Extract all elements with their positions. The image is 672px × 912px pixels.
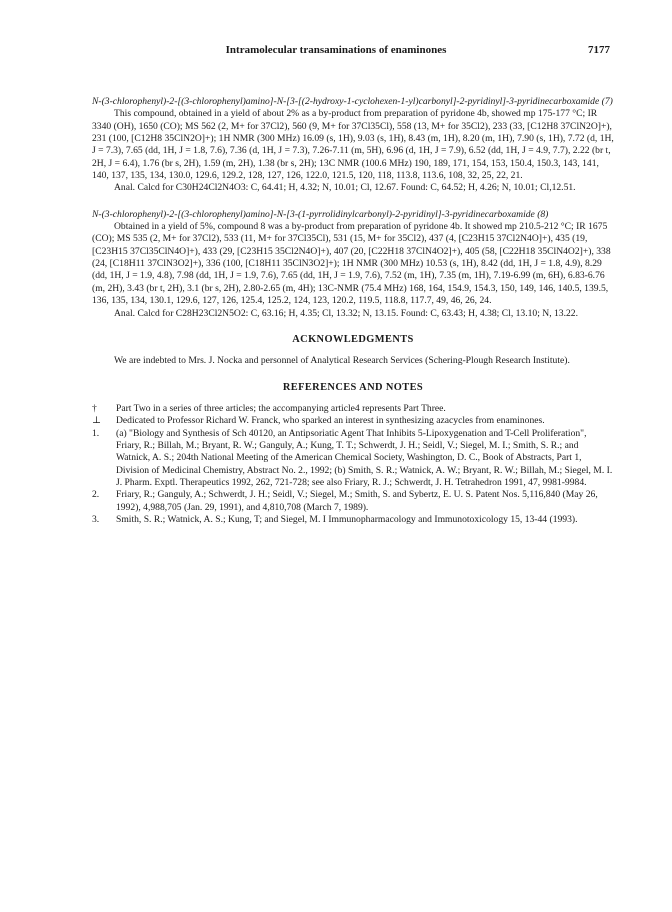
acknowledgments-section	[92, 334, 614, 368]
references-heading: REFERENCES AND NOTES	[282, 381, 424, 393]
reference-item	[92, 489, 614, 514]
reference-marker: ⊥	[92, 415, 102, 427]
reference-text: (a) "Biology and Synthesis of Sch 40120, an Antipsoriatic Agent That Inhibits 5-Lipoxygenation and T-Cell Proliferation", Friary, R.; Billah, M.; Bryant, R. W.; Ganguly, A.; Kung, T. T.; Schwerdt, J. H.; Seidl, V.; Siegel, M. I.; Smith, S. R.; and Watnick, A. S.; 204th National Meeting of the American Chemical Society, Washington, D. C., Book of Abstracts, Part 1, Division of Medicinal Chemistry, Abstract No. 2., 1992; (b) Smith, S. R.; Watnick, A. W.; Bryant, R. W.; Billah, M.; Siegel, M. I. J. Pharm. Exptl. Therapeutics 1992, 262, 721-728; see also Friary, R. J.; Schwerdt, J. H. Tetrahedron 1991, 47, 9981-9984.	[116, 427, 613, 488]
acknowledgments-text: We are indebted to Mrs. J. Nocka and personnel of Analytical Research Services (Schering-Plough Research Institute).	[114, 355, 570, 367]
compound-7-analysis: Anal. Calcd for C30H24Cl2N4O3: C, 64.41; H, 4.32; N, 10.01; Cl, 12.67. Found: C, 64.52; H, 4.26; N, 10.01; Cl,12.51.	[114, 182, 576, 194]
article-body	[92, 96, 614, 526]
reference-marker: †	[92, 402, 97, 414]
references-list	[92, 403, 614, 526]
compound-7-section	[92, 96, 614, 195]
compound-8-title: N-(3-chlorophenyl)-2-[(3-chlorophenyl)amino]-N-[3-(1-pyrrolidinylcarbonyl)-2-pyridinyl]-3-pyridinecarboxamide (8)	[92, 208, 549, 220]
compound-8-section	[92, 209, 614, 320]
reference-marker: 2.	[92, 489, 100, 501]
reference-item	[92, 428, 614, 490]
reference-text: Part Two in a series of three articles; the accompanying article4 represents Part Three.	[116, 402, 446, 414]
reference-text: Dedicated to Professor Richard W. Franck, who sparked an interest in synthesizing azacycles from enaminones.	[116, 415, 545, 427]
compound-7-description: This compound, obtained in a yield of about 2% as a by-product from preparation of pyridone 4b, showed mp 175-177 °C; IR 3340 (OH), 1650 (CO); MS 562 (2, M+ for 37Cl2), 560 (9, M+ for 37Cl35Cl), 558 (13, M+ for 35Cl2), 233 (33, [C12H8 37ClN2O]+), 231 (100, [C12H8 35ClN2O]+); 1H NMR (300 MHz) 16.09 (s, 1H), 9.03 (s, 1H), 8.43 (m, 1H), 8.20 (m, 1H), 7.90 (s, 1H), 7.72 (d, 1H, J = 7.3), 7.65 (dd, 1H, J = 1.8, 7.6), 7.36 (d, 1H, J = 7.3), 7.26-7.11 (m, 5H), 6.96 (d, 1H, J = 7.9), 6.52 (dd, 1H, J = 4.9, 7.7), 2.22 (br t, 2H, J = 6.4), 1.76 (br s, 2H), 1.59 (m, 2H), 1.38 (br s, 2H); 13C NMR (100.6 MHz) 190, 189, 171, 154, 153, 150.4, 150.3, 143, 141, 140, 137, 135, 134, 130.0, 129.6, 129.2, 128, 127, 126, 122.0, 121.5, 120, 118, 113.8, 113.6, 108, 32, 25, 22, 21.	[92, 108, 614, 182]
references-section	[92, 382, 614, 527]
acknowledgments-heading: ACKNOWLEDGMENTS	[292, 333, 414, 345]
reference-marker: 1.	[92, 427, 100, 439]
reference-item	[92, 415, 614, 427]
page-number: 7177	[588, 44, 610, 56]
reference-text: Smith, S. R.; Watnick, A. S.; Kung, T; and Siegel, M. I Immunopharmacology and Immunotoxicology 15, 13-44 (1993).	[116, 513, 578, 525]
compound-7-title: N-(3-chlorophenyl)-2-[(3-chlorophenyl)amino]-N-[3-[(2-hydroxy-1-cyclohexen-1-yl)carbonyl]-2-pyridinyl]-3-pyridinecarboxamide (7)	[92, 96, 613, 107]
compound-8-description: Obtained in a yield of 5%, compound 8 was a by-product from preparation of pyridone 4b. It showed mp 210.5-212 °C; IR 1675 (CO); MS 535 (2, M+ for 37Cl2), 533 (11, M+ for 37Cl35Cl), 531 (15, M+ for 35Cl2), 437 (4, [C23H15 37Cl2N4O]+), 435 (19, [C23H15 37Cl35ClN4O]+), 433 (29, [C23H15 35Cl2N4O]+), 407 (20, [C22H18 37ClN4O2]+), 405 (58, [C22H18 35ClN4O2]+), 338 (24, [C18H11 37ClN3O2]+), 336 (100, [C18H11 35ClN3O2]+); 1H NMR (300 MHz) 10.53 (s, 1H), 8.42 (dd, 1H, J = 1.8, 4.9), 8.29 (dd, 1H, J = 1.9, 4.8), 7.98 (dd, 1H, J = 1.9, 7.6), 7.65 (dd, 1H, J = 1.9, 7.6), 7.52 (m, 1H), 7.35 (m, 1H), 7.19-6.99 (m, 6H), 6.83-6.76 (m, 2H), 3.43 (br t, 2H), 3.1 (br s, 2H), 2.80-2.65 (m, 4H); 13C-NMR (75.4 MHz) 168, 164, 154.9, 154.3, 150, 149, 146, 140.5, 139.5, 136, 135, 134, 130.1, 129.6, 127, 126, 125.4, 125.2, 124, 123, 120.2, 119.5, 118.8, 117.7, 49, 46, 26, 24.	[92, 221, 611, 307]
reference-marker: 3.	[92, 513, 100, 525]
reference-item	[92, 403, 614, 415]
compound-8-analysis: Anal. Calcd for C28H23Cl2N5O2: C, 63.16; H, 4.35; Cl, 13.32; N, 13.15. Found: C, 63.43; H, 4.38; Cl, 13.10; N, 13.22.	[114, 307, 578, 319]
reference-item	[92, 514, 614, 526]
reference-text: Friary, R.; Ganguly, A.; Schwerdt, J. H.; Seidl, V.; Siegel, M.; Smith, S. and Sybertz, E. U. S. Patent Nos. 5,116,840 (May 26, 1992), 4,988,705 (Jan. 29, 1991), and 4,810,708 (March 7, 1989).	[116, 489, 598, 513]
running-title: Intramolecular transaminations of enaminones	[225, 44, 447, 56]
